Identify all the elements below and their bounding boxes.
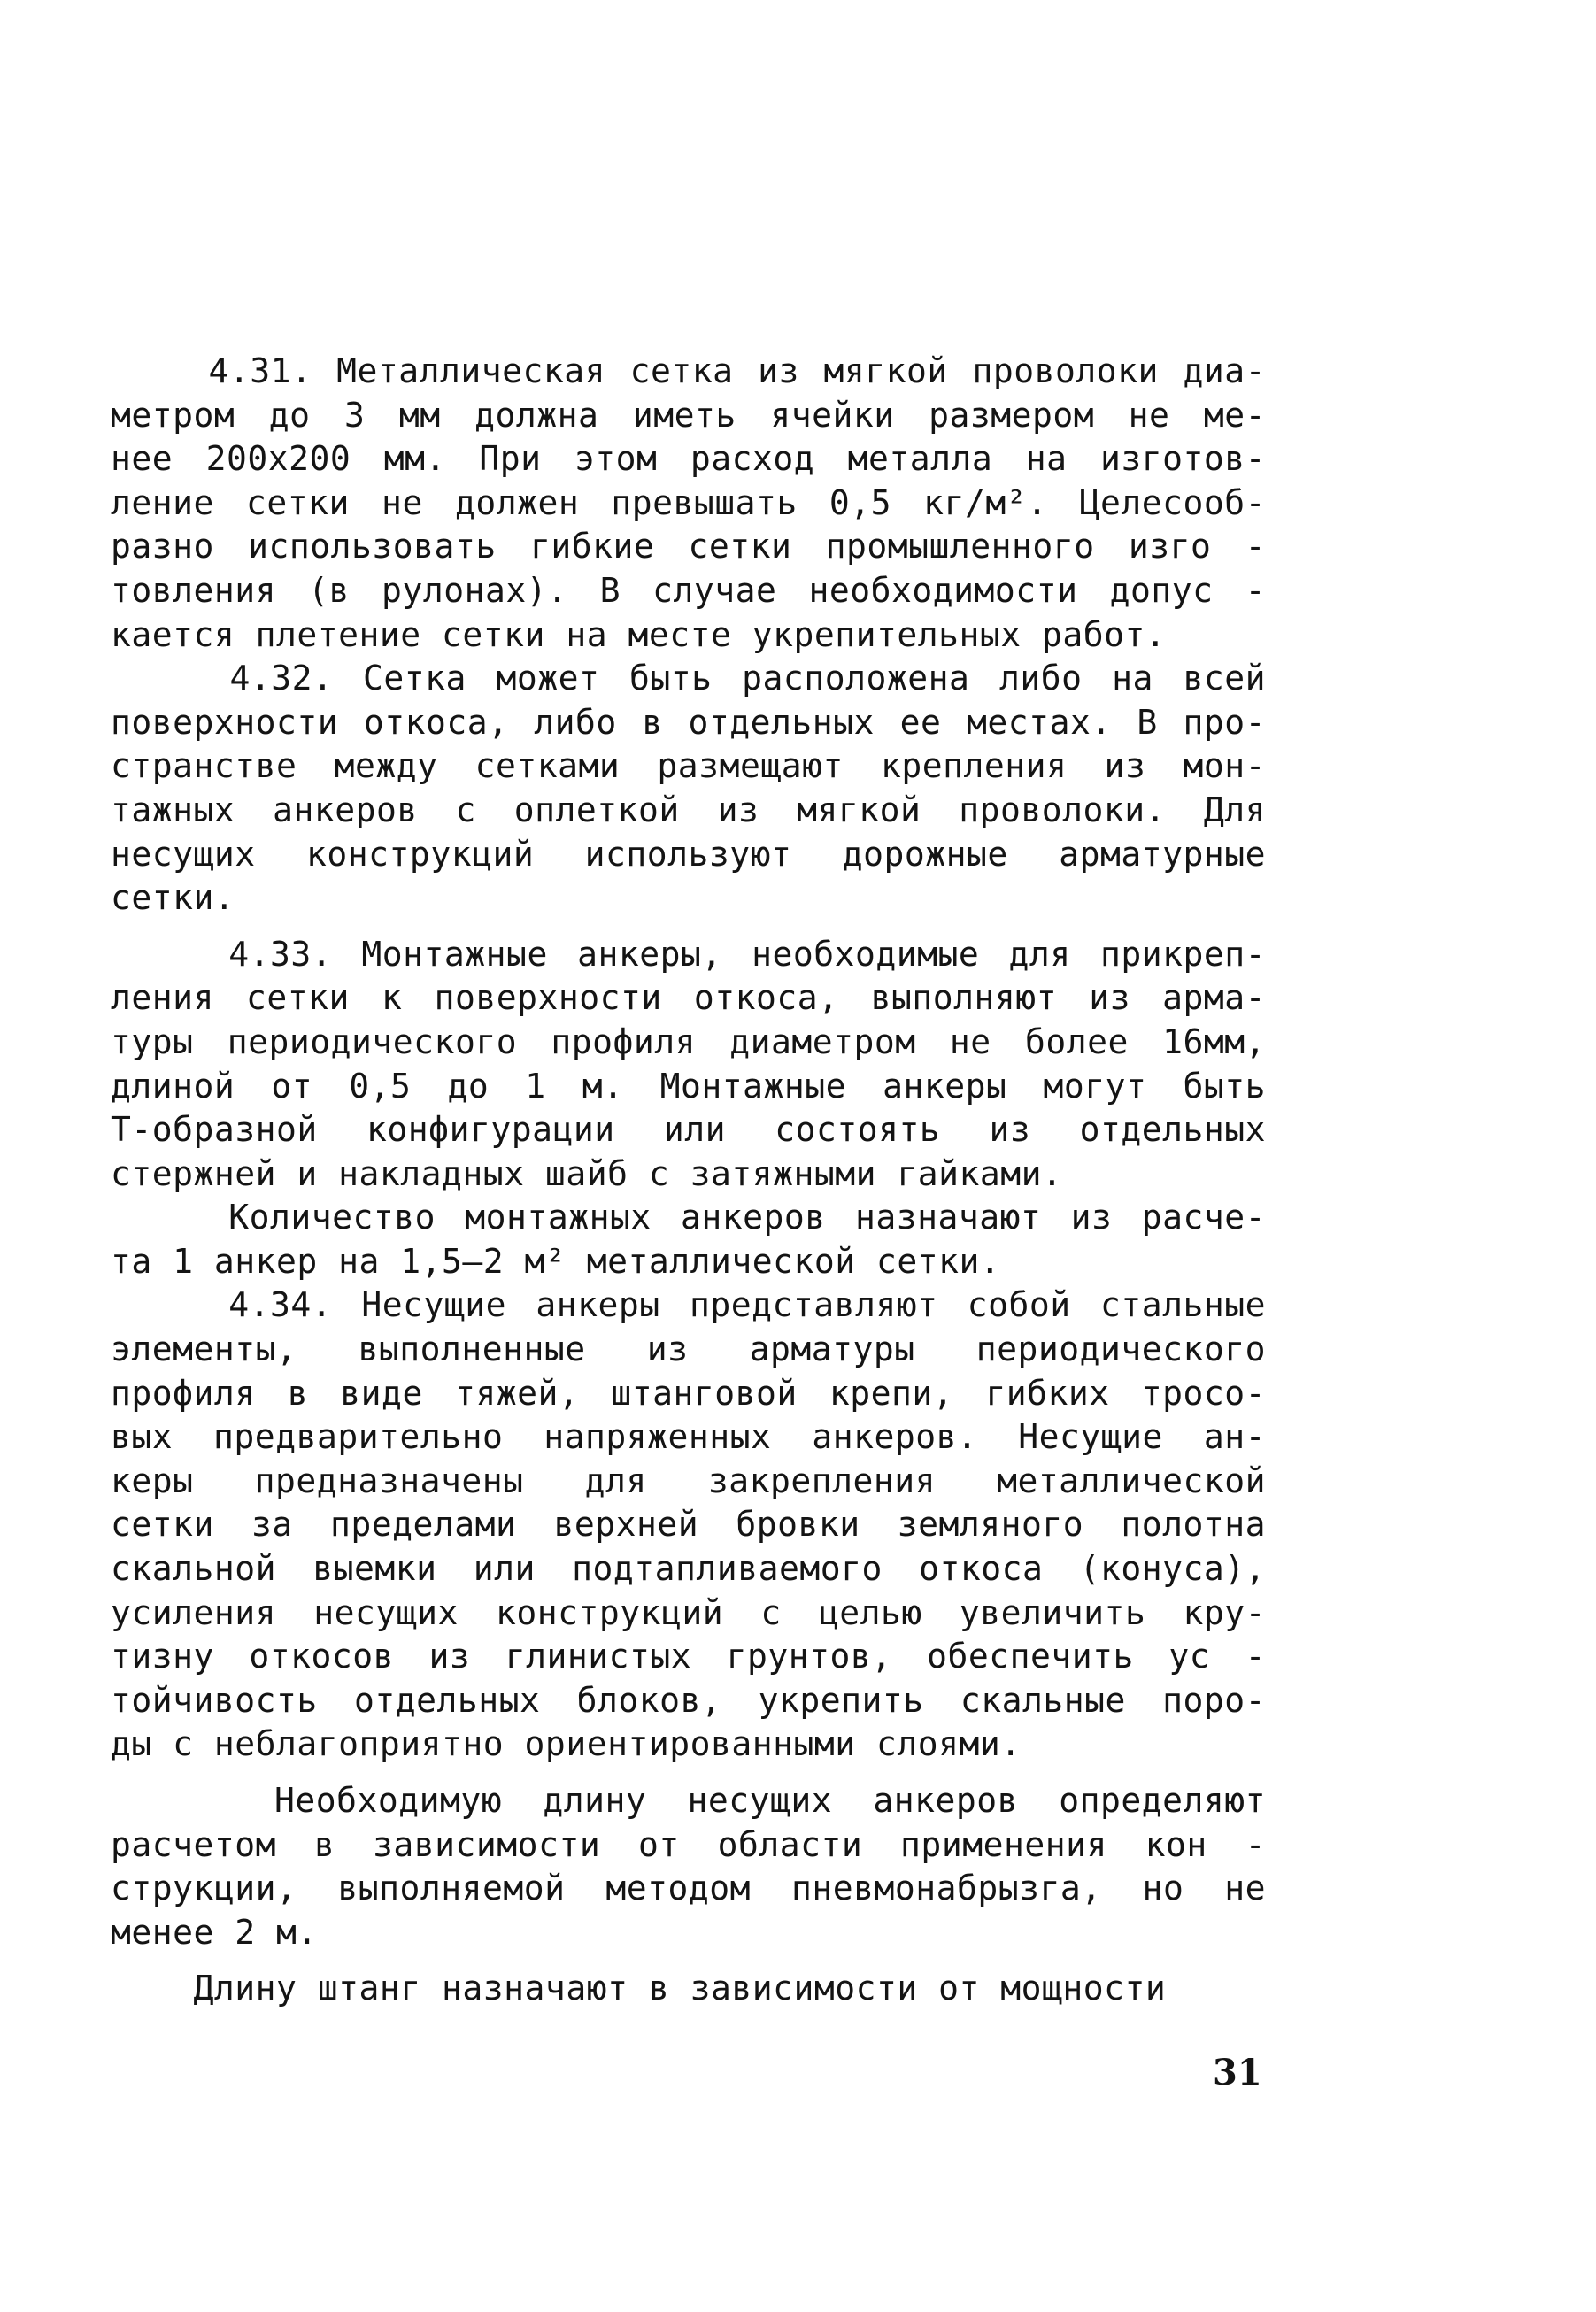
text-line: 4.33. Монтажные анкеры, необходимые для прикреп- [111,934,1266,974]
text-line: расчетом в зависимости от области применения кон - [111,1824,1266,1864]
text-line: струкции, выполняемой методом пневмонабрызга, но не [111,1869,1266,1908]
text-line: тизну откосов из глинистых грунтов, обеспечить ус - [111,1637,1266,1676]
text-line: стержней и накладных шайб с затяжными гайками. [111,1153,1063,1193]
text-line: та 1 анкер на 1,5–2 м² металлической сетки. [111,1241,1001,1281]
text-line: керы предназначены для закрепления металлической [111,1460,1266,1500]
text-line: ление сетки не должен превышать 0,5 кг/м². Целесооб- [111,482,1266,522]
page-number: 31 [1213,2052,1262,2093]
text-line: нее 200х200 мм. При этом расход металла на изготов- [111,439,1266,479]
text-line: сетки за пределами верхней бровки земляного полотна [111,1505,1266,1545]
text-line: усиления несущих конструкций с целью увеличить кру- [111,1592,1266,1632]
text-line: 4.32. Сетка может быть расположена либо на всей [111,659,1266,698]
text-line: кается плетение сетки на месте укрепительных работ. [111,614,1167,654]
paragraph-anchor-count [111,1196,1266,1283]
text-line: поверхности откоса, либо в отдельных ее местах. В про- [111,702,1266,742]
text-line: 4.34. Несущие анкеры представляют собой стальные [111,1285,1266,1325]
text-line: туры периодического профиля диаметром не более 16мм, [111,1021,1266,1061]
text-line: вых предварительно напряженных анкеров. Несущие ан- [111,1417,1266,1457]
text-line: 4.31. Металлическая сетка из мягкой проволоки диа- [111,351,1266,390]
body-text [111,350,1266,2011]
text-line: Количество монтажных анкеров назначают из расче- [111,1198,1266,1237]
paragraph-4-34 [111,1283,1266,1767]
text-line: элементы, выполненные из арматуры периодического [111,1329,1266,1369]
text-line: Т-образной конфигурации или состоять из отдельных [111,1110,1266,1150]
text-line: тажных анкеров с оплеткой из мягкой проволоки. Для [111,790,1266,829]
text-line: странстве между сетками размещают крепления из мон- [111,746,1266,786]
paragraph-4-31 [111,350,1266,657]
text-line: сетки. [111,878,235,918]
text-line: длиной от 0,5 до 1 м. Монтажные анкеры могут быть [111,1066,1266,1106]
paragraph-4-33 [111,933,1266,1197]
paragraph-4-32 [111,657,1266,921]
paragraph-rod-length [111,1967,1266,2011]
text-line: несущих конструкций используют дорожные арматурные [111,834,1266,874]
paragraph-anchor-length [111,1779,1266,1954]
text-line: профиля в виде тяжей, штанговой крепи, гибких тросо- [111,1373,1266,1413]
text-line: разно использовать гибкие сетки промышленного изго - [111,527,1266,566]
text-line: Необходимую длину несущих анкеров определяют [111,1781,1266,1820]
text-line: скальной выемки или подтапливаемого откоса (конуса), [111,1549,1266,1589]
text-line: ды с неблагоприятно ориентированными слоями. [111,1724,1022,1764]
text-line: Длину штанг назначают в зависимости от мощности [111,1969,1167,2008]
text-line: тойчивость отдельных блоков, укрепить скальные поро- [111,1680,1266,1720]
text-line: товления (в рулонах). В случае необходимости допус - [111,570,1266,610]
text-line: ления сетки к поверхности откоса, выполняют из арма- [111,978,1266,1018]
text-line: метром до 3 мм должна иметь ячейки размером не ме- [111,395,1266,435]
text-line: менее 2 м. [111,1912,318,1952]
